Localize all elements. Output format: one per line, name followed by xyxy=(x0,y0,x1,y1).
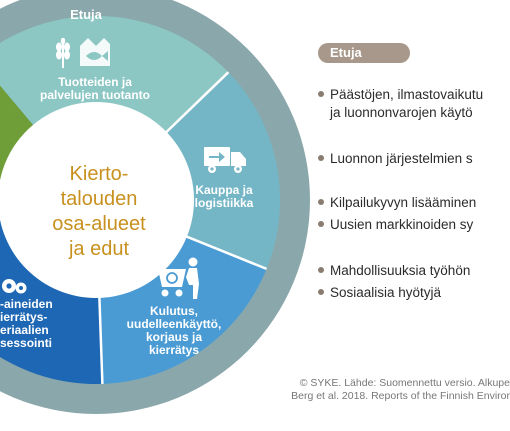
benefit-item xyxy=(318,86,483,122)
benefit-text: Mahdollisuuksia työhön xyxy=(330,263,471,278)
bullet-dot-icon xyxy=(318,91,324,97)
bullet-dot-icon xyxy=(318,221,324,227)
segment-label-production xyxy=(20,76,170,102)
benefit-item xyxy=(318,150,473,168)
production-label-line: Tuotteiden ja xyxy=(58,75,132,89)
benefits-title-pill: Etuja xyxy=(318,43,410,63)
center-title xyxy=(14,162,184,262)
gears-icon xyxy=(0,276,28,296)
consumption-label-line: korjaus ja xyxy=(145,330,203,344)
benefit-item xyxy=(318,216,473,234)
benefit-text: Luonnon järjestelmien s xyxy=(330,151,473,166)
wheat-icon xyxy=(52,38,74,68)
benefit-text: Sosiaalisia hyötyjä xyxy=(330,285,442,300)
center-title-line: osa-alueet xyxy=(52,213,146,235)
source-credits xyxy=(262,377,510,403)
ring-title: Etuja xyxy=(70,7,102,22)
benefits-list xyxy=(318,86,510,306)
materials-label-line: eriaalien xyxy=(0,323,49,337)
bullet-dot-icon xyxy=(318,155,324,161)
benefit-item xyxy=(318,262,470,280)
production-label-line: palvelujen tuotanto xyxy=(39,88,150,102)
bullet-dot-icon xyxy=(318,289,324,295)
trade-label-line: Kauppa ja xyxy=(195,183,253,197)
benefit-text: Kilpailukyvyn lisääminen xyxy=(330,195,477,210)
segment-label-materials xyxy=(0,298,62,350)
materials-label-line: ierrätys- xyxy=(0,310,48,324)
person-with-cart-icon xyxy=(156,257,204,301)
benefit-text: Päästöjen, ilmastovaikutu xyxy=(330,87,484,102)
segment-label-trade xyxy=(188,184,260,210)
materials-label-line: -aineiden xyxy=(0,297,53,311)
benefit-item xyxy=(318,284,441,302)
consumption-label-line: Kulutus, xyxy=(150,304,198,318)
bullet-dot-icon xyxy=(318,267,324,273)
benefit-text-continued: ja luonnonvarojen käytö xyxy=(330,105,473,120)
benefit-item xyxy=(318,194,476,212)
center-title-line: talouden xyxy=(60,188,138,210)
delivery-truck-icon xyxy=(203,146,247,174)
consumption-label-line: uudelleenkäyttö, xyxy=(126,317,222,331)
segment-label-consumption xyxy=(118,305,230,357)
benefit-text: Uusien markkinoiden sy xyxy=(330,217,474,232)
bullet-dot-icon xyxy=(318,199,324,205)
trade-label-line: logistiikka xyxy=(194,196,254,210)
materials-label-line: sessointi xyxy=(0,336,53,350)
credits-line: © SYKE. Lähde: Suomennettu versio. Alkupe xyxy=(299,377,510,389)
center-title-line: ja edut xyxy=(68,238,130,260)
center-title-line: Kierto- xyxy=(69,163,129,185)
consumption-label-line: kierrätys xyxy=(148,343,200,357)
fish-icon xyxy=(78,36,112,68)
credits-line: Berg et al. 2018. Reports of the Finnish Enviror xyxy=(291,390,510,402)
